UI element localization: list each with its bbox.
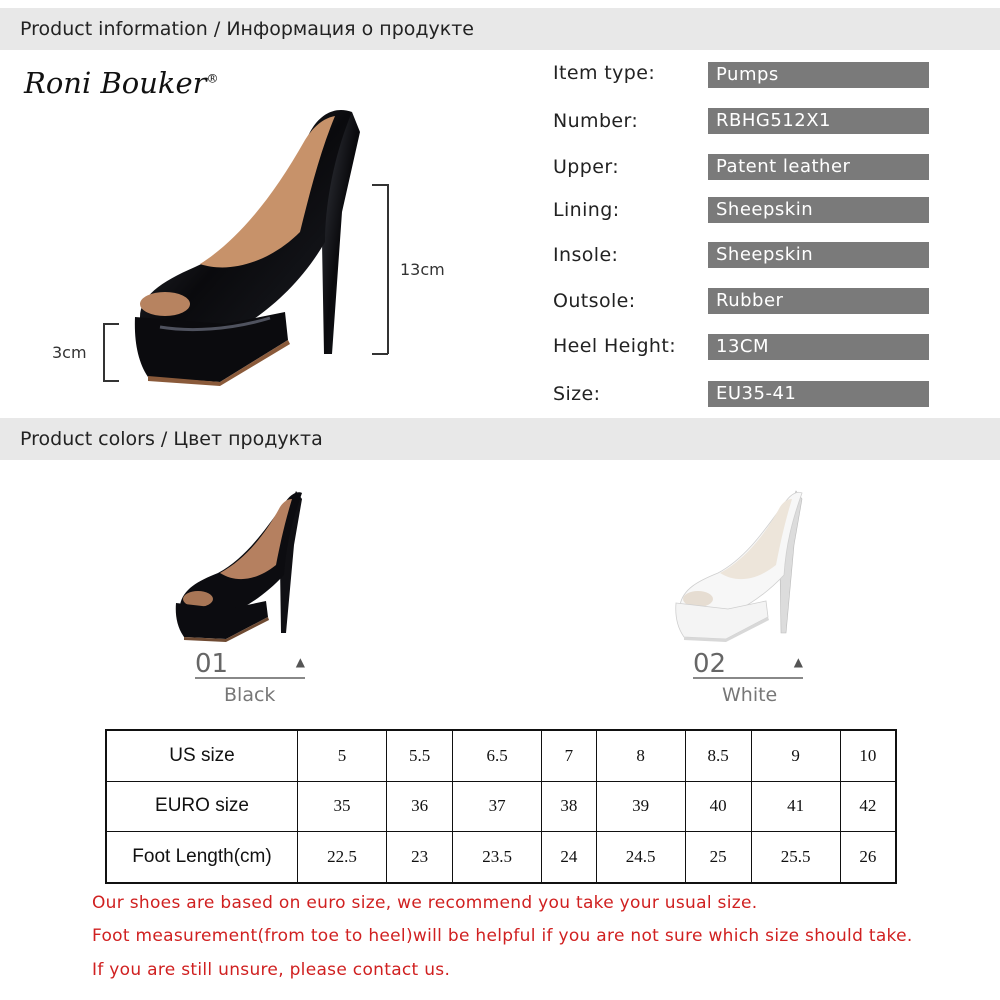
table-cell: 8.5 — [685, 730, 751, 781]
brand-name: Roni Bouker — [24, 66, 207, 100]
color-number-02 — [693, 651, 803, 679]
spec-value-lining: Sheepskin — [708, 197, 929, 223]
table-cell: 22.5 — [298, 832, 387, 883]
spec-value-number: RBHG512X1 — [708, 108, 929, 134]
spec-value-size: EU35-41 — [708, 381, 929, 407]
size-chart-table — [105, 729, 897, 884]
color-number-02-text: 02 — [693, 649, 727, 679]
section-header-product-colors: Product colors / Цвет продукта — [0, 418, 1000, 460]
spec-label-size: Size: — [553, 383, 601, 405]
color-name-white: White — [722, 684, 778, 706]
note-foot-measurement: Foot measurement(from toe to heel)will be helpful if you are not sure which size should take. — [92, 926, 913, 946]
table-row-us-size — [106, 730, 896, 781]
spec-value-outsole: Rubber — [708, 288, 929, 314]
table-cell: 26 — [840, 832, 896, 883]
table-cell: 9 — [751, 730, 840, 781]
platform-dim-bottom-cap — [103, 380, 119, 382]
row-header-euro-size: EURO size — [106, 781, 298, 831]
platform-height-label: 3cm — [52, 343, 87, 362]
table-cell: 35 — [298, 781, 387, 831]
table-cell: 41 — [751, 781, 840, 831]
table-cell: 7 — [542, 730, 596, 781]
table-cell: 40 — [685, 781, 751, 831]
note-euro-size: Our shoes are based on euro size, we recommend you take your usual size. — [92, 893, 758, 913]
triangle-up-icon: ▲ — [793, 655, 803, 669]
color-name-black: Black — [224, 684, 276, 706]
spec-label-lining: Lining: — [553, 199, 620, 221]
table-cell: 42 — [840, 781, 896, 831]
table-cell: 6.5 — [453, 730, 542, 781]
color-number-01-text: 01 — [195, 649, 229, 679]
spec-label-insole: Insole: — [553, 244, 619, 266]
table-cell: 23 — [387, 832, 453, 883]
table-cell: 25.5 — [751, 832, 840, 883]
spec-value-insole: Sheepskin — [708, 242, 929, 268]
spec-label-outsole: Outsole: — [553, 290, 636, 312]
note-contact-us: If you are still unsure, please contact us. — [92, 960, 451, 980]
hero-shoe-image — [120, 92, 370, 392]
spec-label-upper: Upper: — [553, 156, 619, 178]
spec-label-item-type: Item type: — [553, 62, 656, 84]
table-cell: 10 — [840, 730, 896, 781]
spec-label-number: Number: — [553, 110, 639, 132]
table-cell: 37 — [453, 781, 542, 831]
registered-mark: ® — [206, 71, 219, 86]
table-cell: 8 — [596, 730, 685, 781]
table-cell: 25 — [685, 832, 751, 883]
section-header-product-information: Product information / Информация о продукте — [0, 8, 1000, 50]
table-row-foot-length — [106, 832, 896, 883]
spec-label-heel-height: Heel Height: — [553, 335, 676, 357]
table-cell: 23.5 — [453, 832, 542, 883]
row-header-foot-length: Foot Length(cm) — [106, 832, 298, 883]
table-row-euro-size — [106, 781, 896, 831]
color-number-01 — [195, 651, 305, 679]
triangle-up-icon: ▲ — [295, 655, 305, 669]
platform-dim-line — [103, 323, 105, 381]
table-cell: 24 — [542, 832, 596, 883]
table-cell: 39 — [596, 781, 685, 831]
spec-value-heel-height: 13CM — [708, 334, 929, 360]
row-header-us-size: US size — [106, 730, 298, 781]
heel-height-label: 13cm — [400, 260, 445, 279]
platform-dim-top-cap — [103, 323, 119, 325]
spec-value-item-type: Pumps — [708, 62, 929, 88]
heel-dim-line — [387, 184, 389, 354]
heel-dim-top-cap — [372, 184, 388, 186]
white-shoe-image — [668, 485, 838, 645]
table-cell: 5 — [298, 730, 387, 781]
black-shoe-image — [168, 485, 338, 645]
spec-value-upper: Patent leather — [708, 154, 929, 180]
heel-dim-bottom-cap — [372, 353, 388, 355]
table-cell: 36 — [387, 781, 453, 831]
table-cell: 5.5 — [387, 730, 453, 781]
table-cell: 38 — [542, 781, 596, 831]
table-cell: 24.5 — [596, 832, 685, 883]
